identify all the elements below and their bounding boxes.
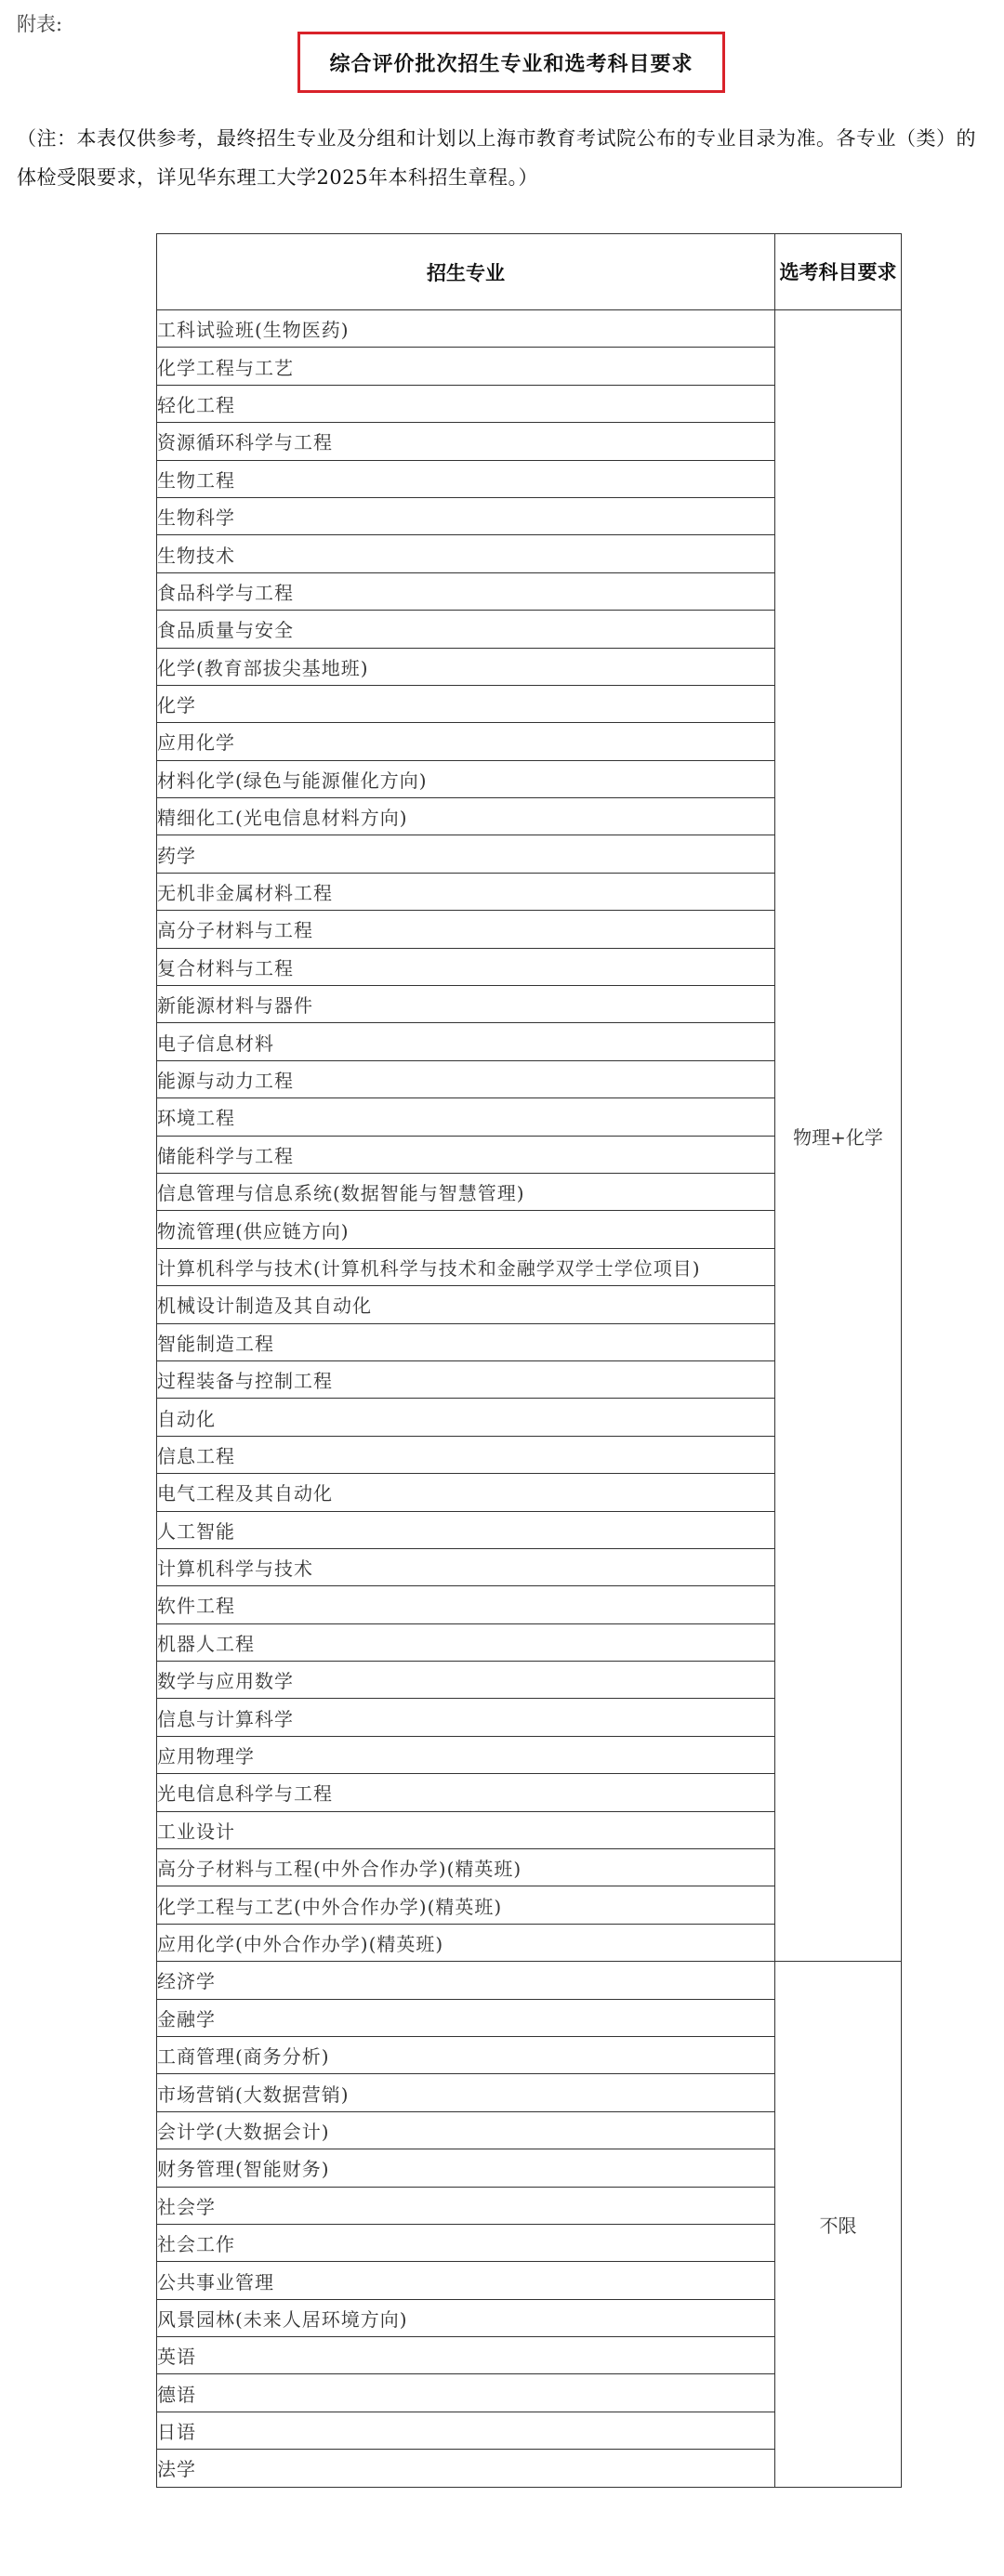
major-cell: 人工智能 [157,1511,775,1548]
header-row [157,234,902,310]
major-cell: 信息与计算科学 [157,1699,775,1736]
major-cell: 轻化工程 [157,385,775,422]
major-cell: 高分子材料与工程(中外合作办学)(精英班) [157,1849,775,1886]
major-cell: 光电信息科学与工程 [157,1774,775,1811]
table-row [157,310,902,348]
header-requirement: 选考科目要求 [775,234,902,310]
major-cell: 生物技术 [157,535,775,572]
major-cell: 新能源材料与器件 [157,986,775,1023]
major-cell: 计算机科学与技术(计算机科学与技术和金融学双学士学位项目) [157,1248,775,1285]
major-cell: 数学与应用数学 [157,1662,775,1699]
major-cell: 复合材料与工程 [157,948,775,985]
major-cell: 化学工程与工艺 [157,348,775,385]
major-cell: 药学 [157,835,775,873]
page-title-text: 综合评价批次招生专业和选考科目要求 [329,51,694,76]
major-cell: 公共事业管理 [157,2262,775,2299]
major-cell: 生物工程 [157,460,775,497]
note-paragraph: （注：本表仅供参考，最终招生专业及分组和计划以上海市教育考试院公布的专业目录为准。各专业（类）的体检受限要求，详见华东理工大学2025年本科招生章程。） [17,127,976,189]
major-cell: 高分子材料与工程 [157,911,775,948]
major-cell: 法学 [157,2450,775,2487]
major-cell: 社会工作 [157,2224,775,2261]
major-cell: 电子信息材料 [157,1023,775,1060]
major-cell: 日语 [157,2412,775,2449]
major-cell: 机器人工程 [157,1623,775,1661]
major-cell: 生物科学 [157,497,775,534]
major-cell: 过程装备与控制工程 [157,1360,775,1398]
major-cell: 软件工程 [157,1586,775,1623]
major-cell: 信息管理与信息系统(数据智能与智慧管理) [157,1173,775,1210]
major-cell: 社会学 [157,2187,775,2224]
major-cell: 经济学 [157,1962,775,1999]
major-cell: 信息工程 [157,1436,775,1473]
major-cell: 财务管理(智能财务) [157,2149,775,2187]
major-cell: 应用物理学 [157,1736,775,1773]
major-cell: 化学(教育部拔尖基地班) [157,648,775,685]
major-cell: 食品科学与工程 [157,572,775,610]
major-cell: 德语 [157,2374,775,2412]
major-cell: 计算机科学与技术 [157,1548,775,1585]
table-body [157,310,902,2488]
major-cell: 化学 [157,685,775,722]
page-title [297,32,725,93]
major-cell: 工商管理(商务分析) [157,2036,775,2073]
major-cell: 储能科学与工程 [157,1136,775,1173]
major-cell: 电气工程及其自动化 [157,1474,775,1511]
table-row [157,1962,902,1999]
major-cell: 工科试验班(生物医药) [157,310,775,348]
major-cell: 工业设计 [157,1811,775,1848]
majors-table [156,233,902,2488]
major-cell: 智能制造工程 [157,1323,775,1360]
major-cell: 化学工程与工艺(中外合作办学)(精英班) [157,1886,775,1924]
major-cell: 风景园林(未来人居环境方向) [157,2299,775,2336]
major-cell: 英语 [157,2337,775,2374]
requirement-cell: 物理+化学 [775,310,902,1962]
attachment-label: 附表: [17,13,63,35]
major-cell: 无机非金属材料工程 [157,873,775,910]
major-cell: 应用化学 [157,723,775,760]
major-cell: 环境工程 [157,1098,775,1136]
header-major: 招生专业 [157,234,775,310]
major-cell: 应用化学(中外合作办学)(精英班) [157,1924,775,1961]
major-cell: 能源与动力工程 [157,1060,775,1097]
major-cell: 自动化 [157,1399,775,1436]
major-cell: 食品质量与安全 [157,611,775,648]
major-cell: 机械设计制造及其自动化 [157,1286,775,1323]
major-cell: 材料化学(绿色与能源催化方向) [157,760,775,797]
major-cell: 市场营销(大数据营销) [157,2074,775,2111]
requirement-cell: 不限 [775,1962,902,2487]
major-cell: 资源循环科学与工程 [157,423,775,460]
major-cell: 会计学(大数据会计) [157,2111,775,2149]
major-cell: 精细化工(光电信息材料方向) [157,798,775,835]
major-cell: 物流管理(供应链方向) [157,1211,775,1248]
major-cell: 金融学 [157,1999,775,2036]
